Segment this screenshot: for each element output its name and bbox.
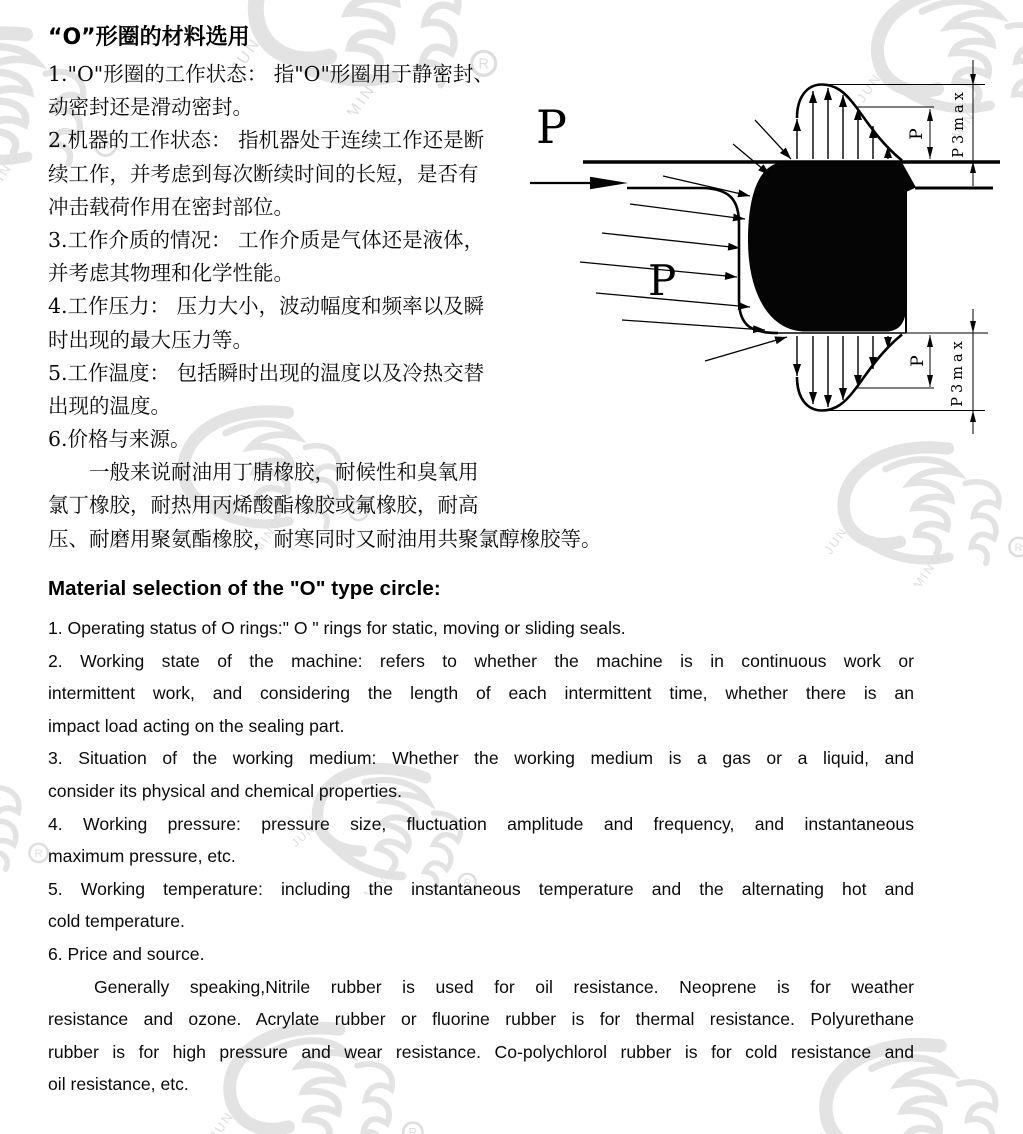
text-line: 6.价格与来源。: [48, 427, 191, 452]
text-line: maximum pressure, etc.: [48, 846, 236, 867]
pressure-flow-arrow: [530, 177, 628, 189]
watermark-logo: [206, 1028, 422, 1134]
text-line: 3. Situation of the working medium: Whether the working medium is a gas or a liquid, and: [48, 748, 914, 769]
text-line: 时出现的最大压力等。: [48, 327, 253, 352]
text-line: 1. Operating status of O rings:" O " rings for static, moving or sliding seals.: [48, 618, 626, 638]
text-line: 一般来说耐油用丁腈橡胶，耐候性和臭氧用: [48, 460, 479, 485]
chinese-title: “O”形圈的材料选用: [48, 25, 250, 50]
dim-p-top-label: P: [907, 128, 927, 140]
text-line: 1."O"形圈的工作状态： 指"O"形圈用于静密封、: [48, 62, 494, 86]
text-line: 2.机器的工作状态： 指机器处于连续工作还是断: [48, 128, 485, 153]
text-line: impact load acting on the sealing part.: [48, 715, 345, 736]
text-line: 3.工作介质的情况： 工作介质是气体还是液体，: [48, 227, 485, 252]
text-line: 出现的温度。: [48, 393, 171, 418]
text-line: cold temperature.: [48, 911, 185, 932]
oring-seal-diagram: [0, 0, 1023, 460]
text-line: 4. Working pressure: pressure size, fluctuation amplitude and frequency, and instantaneous: [48, 813, 914, 834]
text-line: oil resistance, etc.: [48, 1074, 189, 1095]
dim-p3max-top-label: P3max: [951, 88, 967, 158]
text-line: 冲击载荷作用在密封部位。: [48, 194, 294, 219]
pressure-label-top: P: [536, 100, 567, 154]
watermark-logo: [822, 447, 1023, 591]
dim-p-bottom-label: P: [908, 355, 928, 367]
text-line: 5.工作温度： 包括瞬时出现的温度以及冷热交替: [48, 360, 485, 385]
watermark-logo: [280, 748, 498, 924]
text-line: 6. Price and source.: [48, 943, 205, 964]
text-line: 续工作，并考虑到每次断续时间的长短，是否有: [48, 161, 479, 186]
text-line: resistance and ozone. Acrylate rubber or fluorine rubber is for thermal resistance. Polyurethane: [48, 1009, 914, 1030]
text-line: 氯丁橡胶，耐热用丙烯酸酯橡胶或氟橡胶，耐高: [48, 493, 479, 518]
dim-p3max-bottom-label: P3max: [950, 337, 966, 407]
watermark-logo: [802, 1045, 1023, 1134]
oring-cross-section: [748, 163, 916, 332]
text-line: Generally speaking,Nitrile rubber is used for oil resistance. Neoprene is for weather: [94, 976, 914, 997]
english-heading: Material selection of the "O" type circle:: [48, 577, 441, 600]
text-line: rubber is for high pressure and wear resistance. Co-polychlorol rubber is for cold resistance and: [48, 1041, 914, 1062]
text-line: 动密封还是滑动密封。: [48, 95, 253, 120]
text-line: intermittent work, and considering the length of each intermittent time, whether there is an: [48, 683, 914, 704]
text-line: 5. Working temperature: including the instantaneous temperature and the alternating hot and: [48, 878, 914, 899]
text-line: 4.工作压力： 压力大小，波动幅度和频率以及瞬: [48, 294, 485, 319]
pressure-label-bottom: P: [648, 256, 677, 305]
watermark-logo: [0, 753, 48, 897]
text-line: consider its physical and chemical properties.: [48, 780, 402, 801]
text-line: 并考虑其物理和化学性能。: [48, 261, 294, 286]
text-line: 压、耐磨用聚氨酯橡胶，耐寒同时又耐油用共聚氯醇橡胶等。: [48, 526, 602, 551]
text-line: 2. Working state of the machine: refers to whether the machine is in continuous work or: [48, 650, 914, 671]
